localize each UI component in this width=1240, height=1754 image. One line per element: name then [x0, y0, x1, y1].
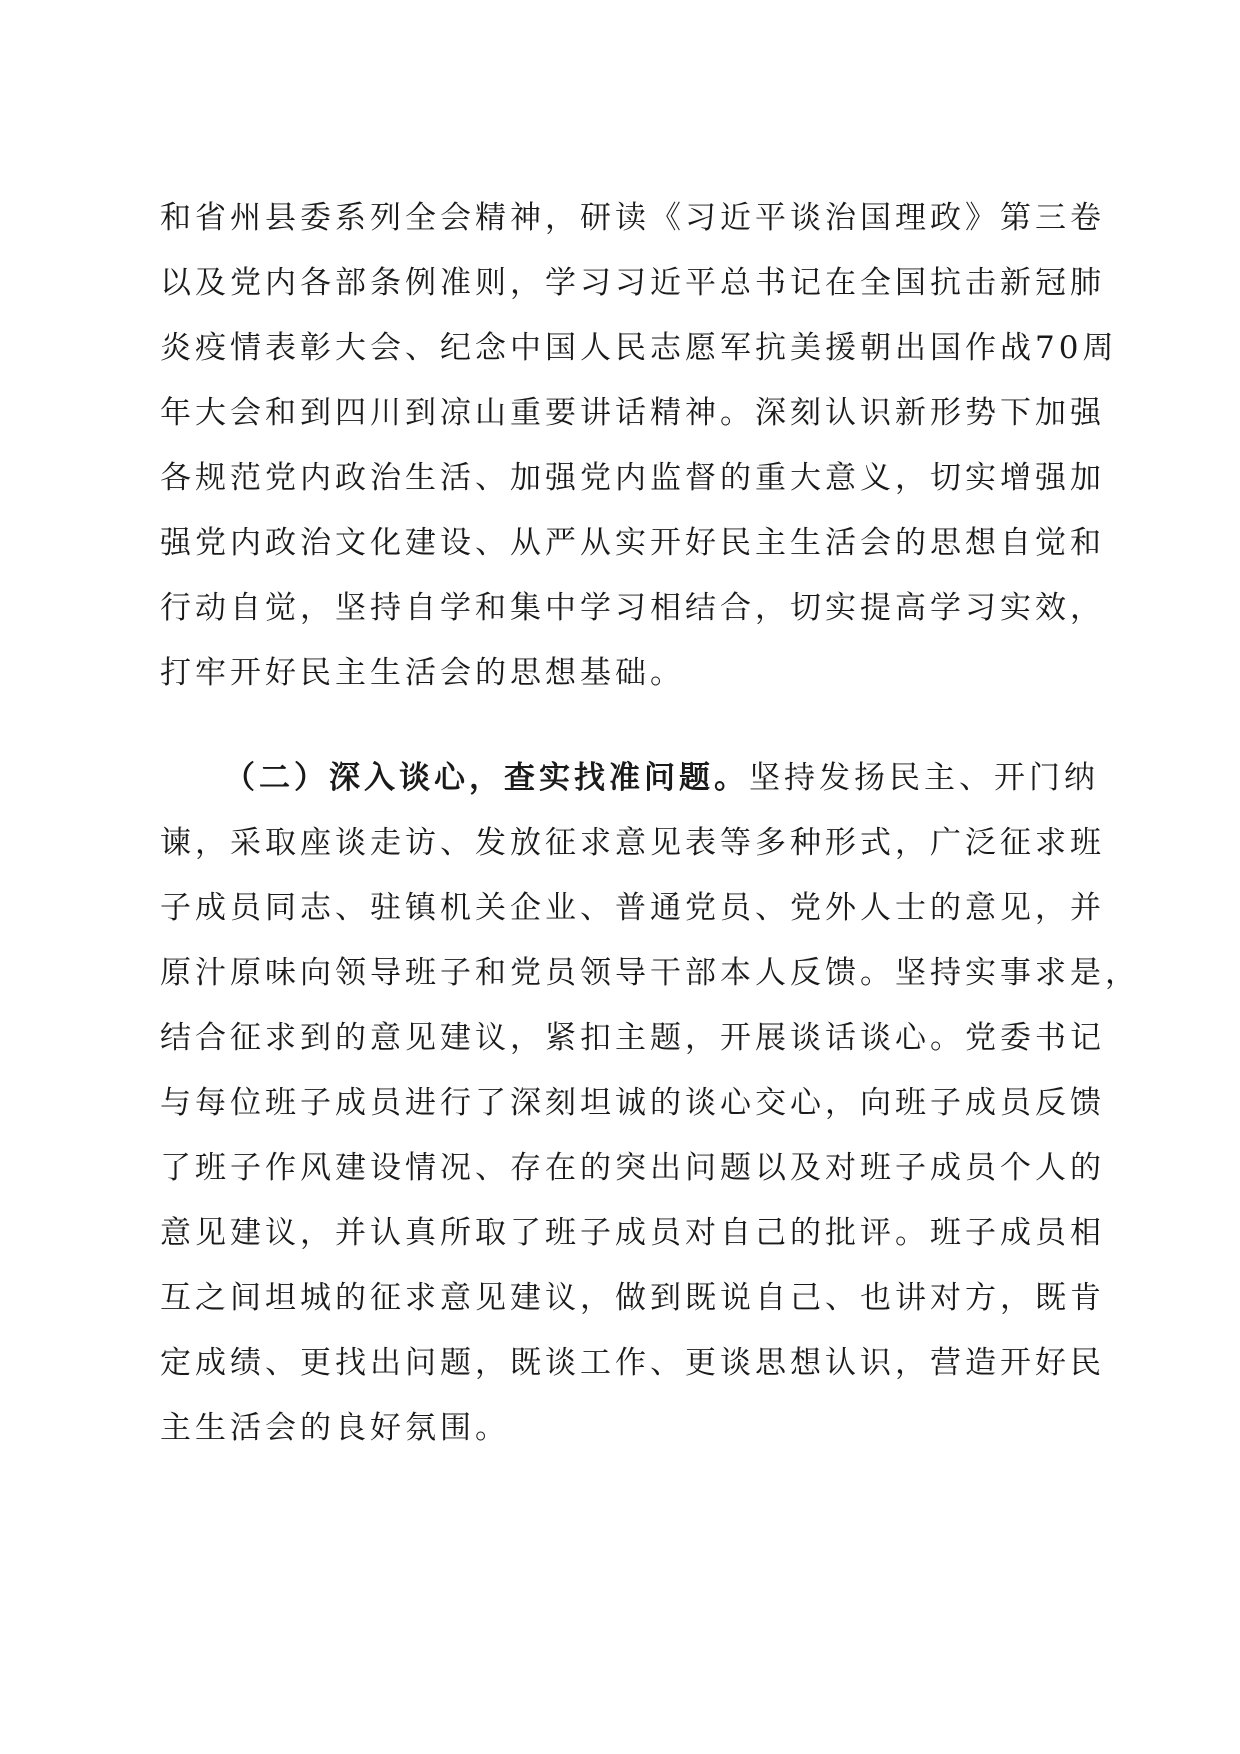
text-line: 以及党内各部条例准则，学习习近平总书记在全国抗击新冠肺 — [160, 265, 1105, 301]
text-line: 了班子作风建设情况、存在的突出问题以及对班子成员个人的 — [160, 1150, 1105, 1186]
text-line: 互之间坦城的征求意见建议，做到既说自己、也讲对方，既肯 — [160, 1280, 1105, 1316]
text-line: 子成员同志、驻镇机关企业、普通党员、党外人士的意见，并 — [160, 890, 1105, 926]
text-segment: 坚持发扬民主、开门纳 — [749, 760, 1099, 796]
text-line: 强党内政治文化建设、从严从实开好民主生活会的思想自觉和 — [160, 525, 1105, 561]
paragraph-heart-to-heart — [160, 746, 1140, 1461]
text-line: 打牢开好民主生活会的思想基础。 — [160, 655, 685, 691]
section-heading: （二）深入谈心，查实找准问题。 — [224, 760, 749, 796]
text-line: 意见建议，并认真所取了班子成员对自己的批评。班子成员相 — [160, 1215, 1105, 1251]
text-line: 主生活会的良好氛围。 — [160, 1410, 510, 1446]
section-heading-line — [160, 746, 1099, 811]
text-line: 原汁原味向领导班子和党员领导干部本人反馈。坚持实事求是， — [160, 955, 1140, 991]
text-line: 结合征求到的意见建议，紧扣主题，开展谈话谈心。党委书记 — [160, 1020, 1105, 1056]
text-line: 各规范党内政治生活、加强党内监督的重大意义，切实增强加 — [160, 460, 1105, 496]
paragraph-study — [160, 186, 1118, 706]
text-line: 炎疫情表彰大会、纪念中国人民志愿军抗美援朝出国作战70周 — [160, 330, 1118, 366]
text-line: 和省州县委系列全会精神，研读《习近平谈治国理政》第三卷 — [160, 200, 1105, 236]
text-line: 与每位班子成员进行了深刻坦诚的谈心交心，向班子成员反馈 — [160, 1085, 1105, 1121]
text-line: 年大会和到四川到凉山重要讲话精神。深刻认识新形势下加强 — [160, 395, 1105, 431]
text-line: 行动自觉，坚持自学和集中学习相结合，切实提高学习实效， — [160, 590, 1105, 626]
text-line: 定成绩、更找出问题，既谈工作、更谈思想认识，营造开好民 — [160, 1345, 1105, 1381]
text-line: 谏，采取座谈走访、发放征求意见表等多种形式，广泛征求班 — [160, 825, 1105, 861]
